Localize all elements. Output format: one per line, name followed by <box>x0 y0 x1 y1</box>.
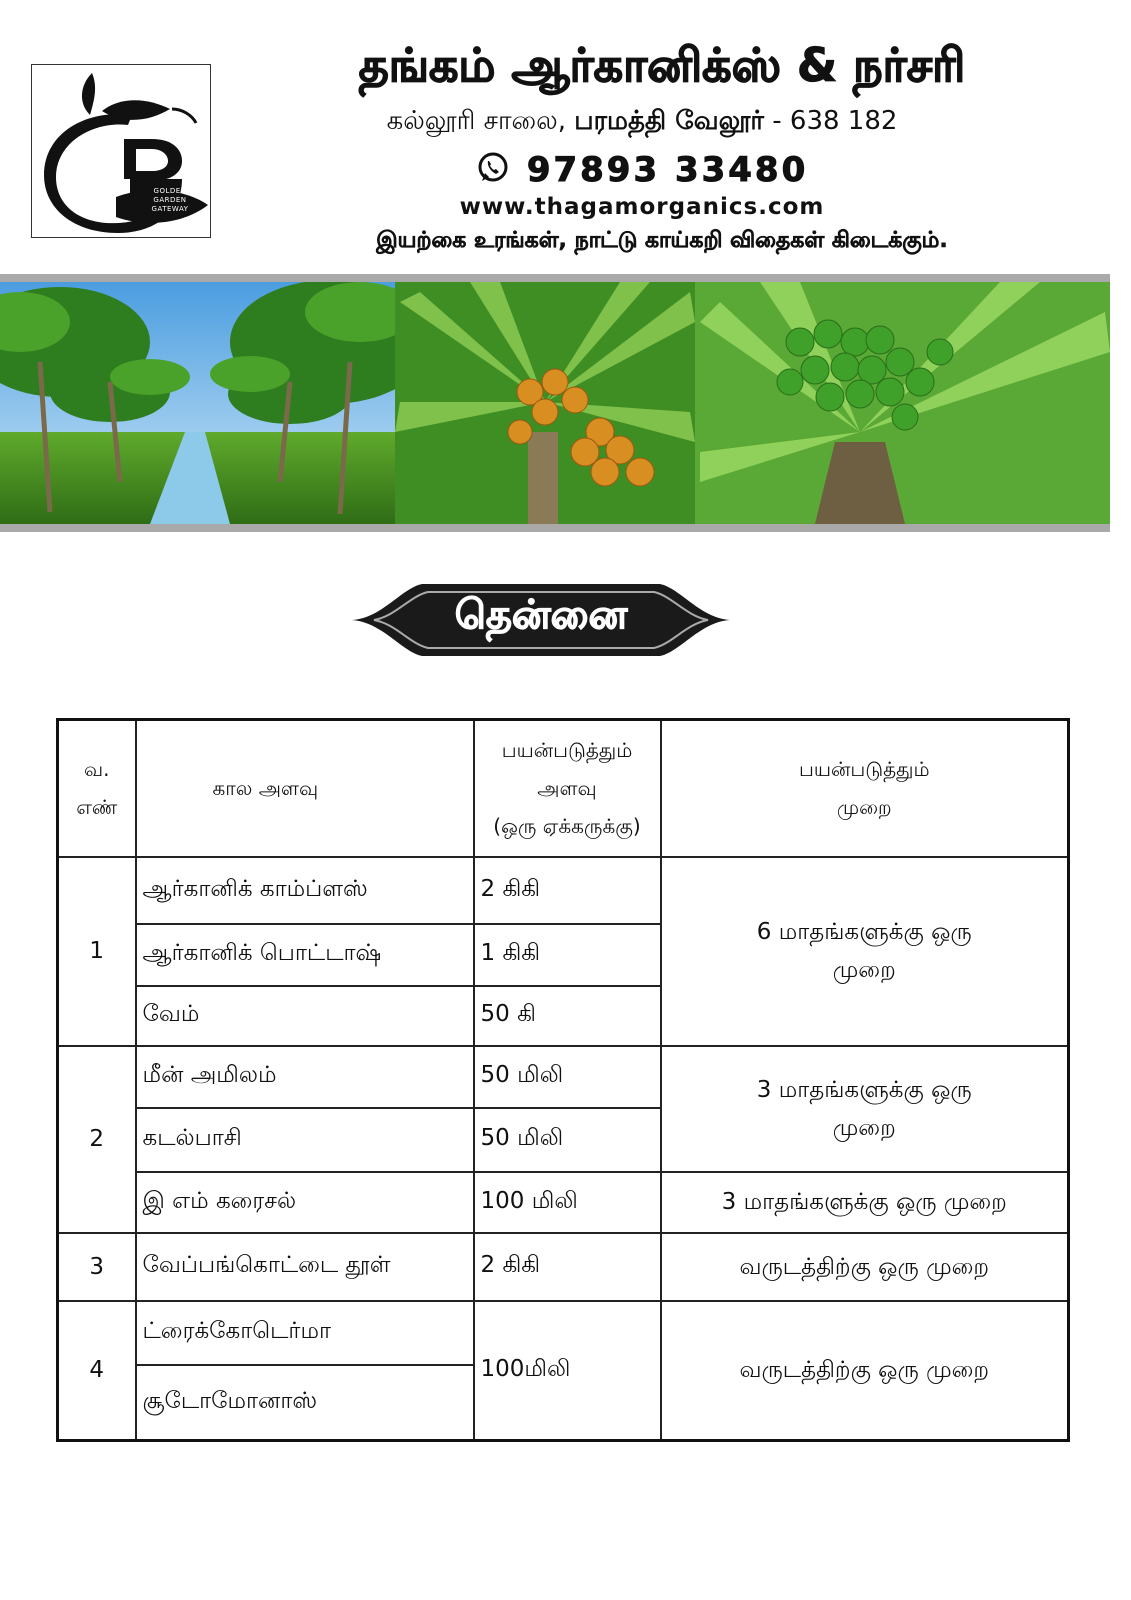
item-quantity: 50 மிலி <box>474 1108 661 1172</box>
usage-method: 6 மாதங்களுக்கு ஒரு முறை <box>661 857 1069 1046</box>
item-name: வேம் <box>136 986 474 1046</box>
row-number: 4 <box>58 1301 136 1441</box>
item-quantity: 100மிலி <box>474 1301 661 1441</box>
plantation-photo <box>0 282 430 524</box>
business-address <box>262 106 1022 139</box>
orange-coconut-photo <box>395 282 695 524</box>
item-name: இ எம் கரைசல் <box>136 1172 474 1233</box>
crop-heading-text: தென்னை <box>454 592 628 638</box>
usage-method: வருடத்திற்கு ஒரு முறை <box>661 1233 1069 1301</box>
tagline: இயற்கை உரங்கள், நாட்டு காய்கறி விதைகள் கிடைக்கும். <box>376 228 948 253</box>
table-row <box>58 1233 1069 1301</box>
table-row <box>58 1301 1069 1365</box>
usage-method: 3 மாதங்களுக்கு ஒரு முறை <box>661 1046 1069 1172</box>
brand-logo <box>31 64 211 238</box>
table-row <box>58 857 1069 924</box>
item-quantity: 1 கிகி <box>474 924 661 986</box>
phone-row <box>262 150 1022 190</box>
usage-method: வருடத்திற்கு ஒரு முறை <box>661 1301 1069 1441</box>
coconut-photo-strip <box>0 282 1110 524</box>
row-number: 2 <box>58 1046 136 1233</box>
address-town: பரமத்தி வேலூர் <box>574 106 764 136</box>
fertilizer-schedule-table <box>56 718 1070 1442</box>
header-method: பயன்படுத்தும் முறை <box>661 720 1069 857</box>
logo-subtext-line: GOLDEN <box>153 187 187 195</box>
table-row <box>58 1046 1069 1108</box>
table-header-row <box>58 720 1069 857</box>
logo-subtext-line: GARDEN <box>153 196 187 204</box>
whatsapp-icon <box>476 151 510 189</box>
phone-number[interactable]: 97893 33480 <box>526 150 809 190</box>
business-title: தங்கம் ஆர்கானிக்ஸ் & நர்சரி <box>358 38 966 92</box>
logo-subtext-line: GATEWAY <box>151 205 189 213</box>
website-link[interactable]: www.thagamorganics.com <box>459 194 825 220</box>
crop-heading <box>352 578 730 662</box>
green-coconut-photo <box>695 282 1110 524</box>
item-name: ஆர்கானிக் காம்ப்ளஸ் <box>136 857 474 924</box>
header-serial: வ. எண் <box>58 720 136 857</box>
address-pincode: - 638 182 <box>772 106 898 136</box>
row-number: 1 <box>58 857 136 1046</box>
item-name: ஆர்கானிக் பொட்டாஷ் <box>136 924 474 986</box>
item-quantity: 100 மிலி <box>474 1172 661 1233</box>
item-name: சூடோமோனாஸ் <box>136 1365 474 1441</box>
header-quantity: பயன்படுத்தும் அளவு (ஒரு ஏக்கருக்கு) <box>474 720 661 857</box>
table-row <box>58 1172 1069 1233</box>
header-item: கால அளவு <box>136 720 474 857</box>
address-street: கல்லூரி சாலை, <box>386 106 566 136</box>
item-name: வேப்பங்கொட்டை தூள் <box>136 1233 474 1301</box>
item-name: ட்ரைக்கோடெர்மா <box>136 1301 474 1365</box>
item-quantity: 2 கிகி <box>474 1233 661 1301</box>
item-name: மீன் அமிலம் <box>136 1046 474 1108</box>
item-quantity: 2 கிகி <box>474 857 661 924</box>
item-name: கடல்பாசி <box>136 1108 474 1172</box>
row-number: 3 <box>58 1233 136 1301</box>
usage-method: 3 மாதங்களுக்கு ஒரு முறை <box>661 1172 1069 1233</box>
photo-banner <box>0 274 1110 532</box>
item-quantity: 50 கி <box>474 986 661 1046</box>
item-quantity: 50 மிலி <box>474 1046 661 1108</box>
